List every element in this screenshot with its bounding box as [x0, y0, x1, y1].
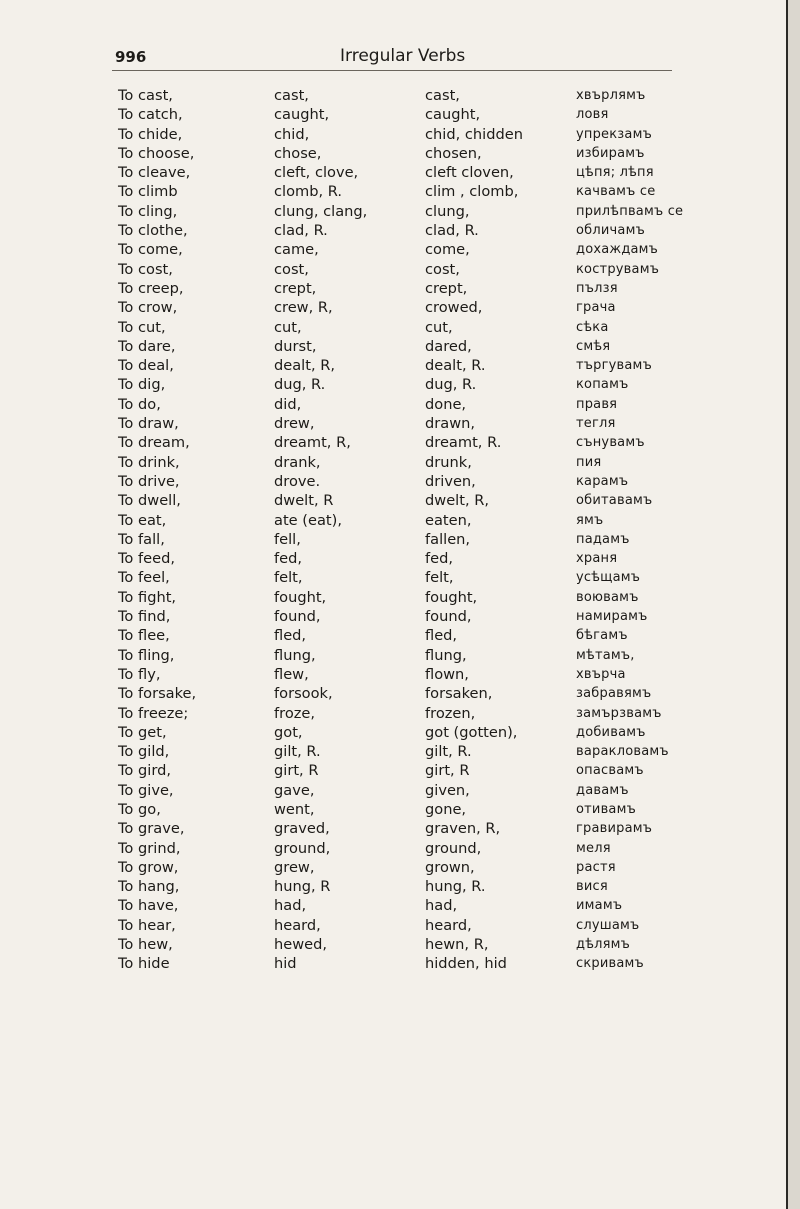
verb-translation: избирамъ [576, 145, 645, 161]
verb-infinitive: To fly, [118, 665, 161, 683]
verb-past-participle: fled, [425, 627, 458, 645]
verb-past-tense: heard, [274, 916, 321, 934]
verb-infinitive: To cost, [118, 260, 173, 278]
verb-translation: растя [576, 859, 616, 875]
table-row [118, 954, 793, 973]
verb-past-tense: clomb, R. [274, 183, 343, 201]
verb-infinitive: To crow, [118, 299, 178, 317]
verb-infinitive: To fall, [118, 530, 165, 548]
table-row [118, 511, 793, 530]
verb-translation: намирамъ [576, 609, 648, 625]
verb-past-participle: heard, [425, 916, 472, 934]
verb-past-participle: dug, R. [425, 376, 477, 394]
table-row [118, 704, 793, 723]
table-row [118, 337, 793, 356]
verb-past-tense: found, [274, 608, 321, 626]
verb-translation: забравямъ [576, 686, 652, 702]
verb-translation: имамъ [576, 898, 623, 914]
verb-past-tense: durst, [274, 337, 317, 355]
verb-infinitive: To dig, [118, 376, 166, 394]
verb-infinitive: To have, [118, 897, 179, 915]
verb-infinitive: To dare, [118, 337, 176, 355]
verb-infinitive: To chide, [118, 125, 183, 143]
verb-translation: опасвамъ [576, 763, 644, 779]
verb-past-tense: drove. [274, 472, 321, 490]
verb-past-tense: did, [274, 395, 302, 413]
table-row [118, 202, 793, 221]
verb-infinitive: To do, [118, 395, 161, 413]
table-row [118, 896, 793, 915]
verb-past-tense: gave, [274, 781, 315, 799]
verb-past-tense: cost, [274, 260, 309, 278]
verb-translation: добивамъ [576, 724, 646, 740]
verb-translation: правя [576, 396, 618, 412]
verb-past-participle: had, [425, 897, 458, 915]
table-row [118, 588, 793, 607]
verb-infinitive: To cleave, [118, 164, 191, 182]
verb-past-tense: cut, [274, 318, 302, 336]
verb-past-participle: dared, [425, 337, 472, 355]
table-row [118, 742, 793, 761]
verb-translation: усѣщамъ [576, 570, 641, 586]
verb-past-tense: ate (eat), [274, 511, 342, 529]
table-row [118, 665, 793, 684]
verb-past-participle: fallen, [425, 530, 471, 548]
verb-infinitive: To find, [118, 608, 171, 626]
verb-infinitive: To dwell, [118, 492, 181, 510]
verb-past-tense: ground, [274, 839, 331, 857]
table-row [118, 819, 793, 838]
verb-infinitive: To cast, [118, 87, 173, 104]
verb-past-participle: eaten, [425, 511, 472, 529]
verb-past-participle: ground, [425, 839, 482, 857]
table-row [118, 125, 793, 144]
verb-past-participle: cost, [425, 260, 460, 278]
table-row [118, 86, 793, 105]
verb-past-participle: chosen, [425, 144, 482, 162]
verb-past-participle: crowed, [425, 299, 483, 317]
verb-translation: варакловамъ [576, 744, 669, 760]
verb-past-tense: drank, [274, 453, 321, 471]
verb-past-tense: cast, [274, 87, 309, 104]
verb-past-tense: dug, R. [274, 376, 326, 394]
verb-infinitive: To hew, [118, 936, 173, 954]
verb-translation: вися [576, 879, 608, 895]
verb-past-tense: flung, [274, 646, 316, 664]
verb-infinitive: To climb [118, 183, 178, 201]
verb-infinitive: To cut, [118, 318, 166, 336]
verb-translation: падамъ [576, 531, 630, 547]
verb-translation: ямъ [576, 512, 604, 528]
verb-translation: хвърлямъ [576, 88, 646, 103]
verb-infinitive: To clothe, [118, 222, 188, 240]
table-row [118, 684, 793, 703]
verb-past-participle: done, [425, 395, 467, 413]
verb-past-participle: cast, [425, 87, 460, 104]
verb-translation: давамъ [576, 782, 629, 798]
verb-translation: качвамъ се [576, 184, 656, 200]
verb-past-tense: felt, [274, 569, 303, 587]
verb-infinitive: To hide [118, 955, 170, 973]
verb-past-participle: fought, [425, 588, 478, 606]
verb-past-participle: forsaken, [425, 685, 493, 703]
adjacent-page-edge [786, 0, 800, 1209]
verb-past-participle: grown, [425, 858, 475, 876]
verb-past-participle: driven, [425, 472, 476, 490]
verb-translation: храня [576, 551, 618, 567]
irregular-verbs-table [118, 86, 793, 974]
verb-past-participle: hewn, R, [425, 936, 489, 954]
table-row [118, 935, 793, 954]
table-row [118, 916, 793, 935]
verb-past-tense: fled, [274, 627, 307, 645]
verb-translation: гравирамъ [576, 821, 653, 837]
verb-infinitive: To forsake, [118, 685, 197, 703]
verb-past-tense: froze, [274, 704, 316, 722]
verb-past-participle: frozen, [425, 704, 476, 722]
verb-translation: грача [576, 300, 616, 316]
verb-past-participle: drunk, [425, 453, 472, 471]
table-row [118, 549, 793, 568]
verb-infinitive: To drive, [118, 472, 180, 490]
verb-infinitive: To catch, [118, 106, 183, 124]
verb-translation: мѣтамъ, [576, 647, 635, 663]
verb-past-tense: grew, [274, 858, 315, 876]
table-row [118, 279, 793, 298]
verb-past-tense: forsook, [274, 685, 333, 703]
verb-past-tense: went, [274, 800, 315, 818]
verb-past-participle: flown, [425, 665, 469, 683]
table-row [118, 182, 793, 201]
verb-past-tense: chid, [274, 125, 310, 143]
verb-infinitive: To hear, [118, 916, 176, 934]
verb-past-tense: crept, [274, 279, 317, 297]
verb-translation: отивамъ [576, 801, 636, 817]
table-row [118, 607, 793, 626]
table-row [118, 839, 793, 858]
verb-translation: хвърча [576, 666, 626, 682]
verb-past-tense: had, [274, 897, 307, 915]
verb-past-participle: got (gotten), [425, 723, 518, 741]
verb-translation: дохаждамъ [576, 242, 659, 258]
verb-past-participle: flung, [425, 646, 467, 664]
table-row [118, 800, 793, 819]
verb-past-tense: fell, [274, 530, 301, 548]
verb-translation: дѣлямъ [576, 937, 631, 953]
verb-past-participle: cleft cloven, [425, 164, 514, 182]
verb-infinitive: To dream, [118, 434, 190, 452]
verb-past-tense: hid [274, 955, 297, 973]
verb-infinitive: To grave, [118, 820, 185, 838]
page-number: 996 [115, 48, 147, 66]
verb-past-tense: hewed, [274, 936, 328, 954]
verb-past-participle: gilt, R. [425, 743, 472, 761]
verb-past-participle: found, [425, 608, 472, 626]
verb-infinitive: To grow, [118, 858, 179, 876]
verb-past-tense: graved, [274, 820, 330, 838]
table-row [118, 163, 793, 182]
verb-translation: упрекзамъ [576, 126, 652, 142]
verb-translation: замързвамъ [576, 705, 662, 721]
table-row [118, 318, 793, 337]
verb-translation: копамъ [576, 377, 629, 393]
page-title: Irregular Verbs [340, 46, 466, 66]
verb-infinitive: To cling, [118, 202, 178, 220]
table-row [118, 568, 793, 587]
verb-infinitive: To feed, [118, 550, 175, 568]
table-row [118, 414, 793, 433]
table-row [118, 356, 793, 375]
verb-past-participle: girt, R [425, 762, 470, 780]
verb-translation: обличамъ [576, 223, 645, 239]
verb-past-tense: dwelt, R [274, 492, 334, 510]
verb-infinitive: To come, [118, 241, 183, 259]
table-row [118, 221, 793, 240]
table-row [118, 761, 793, 780]
verb-past-participle: given, [425, 781, 470, 799]
verb-past-participle: hung, R. [425, 878, 486, 896]
verb-infinitive: To drink, [118, 453, 180, 471]
verb-translation: кострувамъ [576, 261, 660, 277]
verb-infinitive: To creep, [118, 279, 184, 297]
verb-past-participle: clad, R. [425, 222, 479, 240]
verb-past-tense: clad, R. [274, 222, 328, 240]
verb-infinitive: To go, [118, 800, 161, 818]
verb-translation: ловя [576, 107, 609, 123]
verb-infinitive: To eat, [118, 511, 167, 529]
verb-past-tense: caught, [274, 106, 330, 124]
verb-translation: пълзя [576, 280, 618, 296]
table-row [118, 240, 793, 259]
table-row [118, 781, 793, 800]
table-row [118, 433, 793, 452]
table-row [118, 646, 793, 665]
verb-infinitive: To fight, [118, 588, 177, 606]
table-row [118, 395, 793, 414]
verb-past-participle: come, [425, 241, 470, 259]
verb-translation: скривамъ [576, 956, 644, 972]
verb-past-tense: flew, [274, 665, 309, 683]
verb-past-participle: dreamt, R. [425, 434, 502, 452]
verb-past-participle: dwelt, R, [425, 492, 490, 510]
verb-past-tense: cleft, clove, [274, 164, 359, 182]
table-row [118, 260, 793, 279]
verb-past-participle: hidden, hid [425, 955, 507, 973]
table-row [118, 530, 793, 549]
table-row [118, 723, 793, 742]
verb-translation: пия [576, 454, 602, 470]
verb-past-tense: fed, [274, 550, 303, 568]
table-row [118, 144, 793, 163]
verb-translation: сънувамъ [576, 435, 645, 451]
verb-past-participle: gone, [425, 800, 467, 818]
verb-translation: търгувамъ [576, 358, 652, 374]
verb-past-participle: dealt, R. [425, 357, 486, 375]
verb-past-participle: fed, [425, 550, 454, 568]
verb-past-participle: crept, [425, 279, 468, 297]
verb-past-participle: felt, [425, 569, 454, 587]
table-row [118, 105, 793, 124]
verb-past-participle: cut, [425, 318, 453, 336]
verb-translation: тегля [576, 416, 616, 432]
verb-infinitive: To get, [118, 723, 167, 741]
table-row [118, 472, 793, 491]
verb-past-participle: drawn, [425, 415, 476, 433]
verb-past-tense: clung, clang, [274, 202, 368, 220]
verb-past-tense: fought, [274, 588, 327, 606]
verb-past-participle: caught, [425, 106, 481, 124]
verb-past-participle: chid, chidden [425, 125, 523, 143]
verb-past-tense: hung, R [274, 878, 331, 896]
table-row [118, 298, 793, 317]
verb-past-tense: dealt, R, [274, 357, 336, 375]
verb-translation: воювамъ [576, 589, 639, 605]
verb-infinitive: To grind, [118, 839, 181, 857]
verb-past-tense: crew, R, [274, 299, 333, 317]
verb-past-participle: graven, R, [425, 820, 501, 838]
verb-past-tense: drew, [274, 415, 315, 433]
verb-past-participle: clim , clomb, [425, 183, 519, 201]
verb-past-tense: chose, [274, 144, 322, 162]
verb-infinitive: To feel, [118, 569, 170, 587]
verb-past-tense: dreamt, R, [274, 434, 351, 452]
table-row [118, 491, 793, 510]
table-row [118, 877, 793, 896]
verb-translation: меля [576, 840, 611, 856]
verb-infinitive: To gild, [118, 743, 170, 761]
verb-translation: прилѣпвамъ се [576, 203, 684, 219]
verb-translation: слушамъ [576, 917, 640, 933]
verb-infinitive: To freeze; [118, 704, 189, 722]
table-row [118, 626, 793, 645]
verb-past-tense: came, [274, 241, 319, 259]
verb-infinitive: To hang, [118, 878, 180, 896]
verb-translation: обитавамъ [576, 493, 653, 509]
verb-translation: смѣя [576, 338, 611, 354]
verb-translation: цѣпя; лѣпя [576, 165, 654, 181]
verb-infinitive: To give, [118, 781, 174, 799]
verb-translation: бѣгамъ [576, 628, 628, 644]
table-row [118, 375, 793, 394]
verb-translation: карамъ [576, 473, 629, 489]
header-rule [112, 70, 672, 71]
verb-translation: сѣка [576, 319, 609, 335]
verb-infinitive: To choose, [118, 144, 195, 162]
verb-past-participle: clung, [425, 202, 470, 220]
verb-past-tense: got, [274, 723, 303, 741]
verb-past-tense: gilt, R. [274, 743, 321, 761]
verb-past-tense: girt, R [274, 762, 319, 780]
verb-infinitive: To gird, [118, 762, 171, 780]
verb-infinitive: To deal, [118, 357, 174, 375]
table-row [118, 453, 793, 472]
verb-infinitive: To draw, [118, 415, 179, 433]
table-row [118, 858, 793, 877]
verb-infinitive: To fling, [118, 646, 175, 664]
verb-infinitive: To flee, [118, 627, 170, 645]
